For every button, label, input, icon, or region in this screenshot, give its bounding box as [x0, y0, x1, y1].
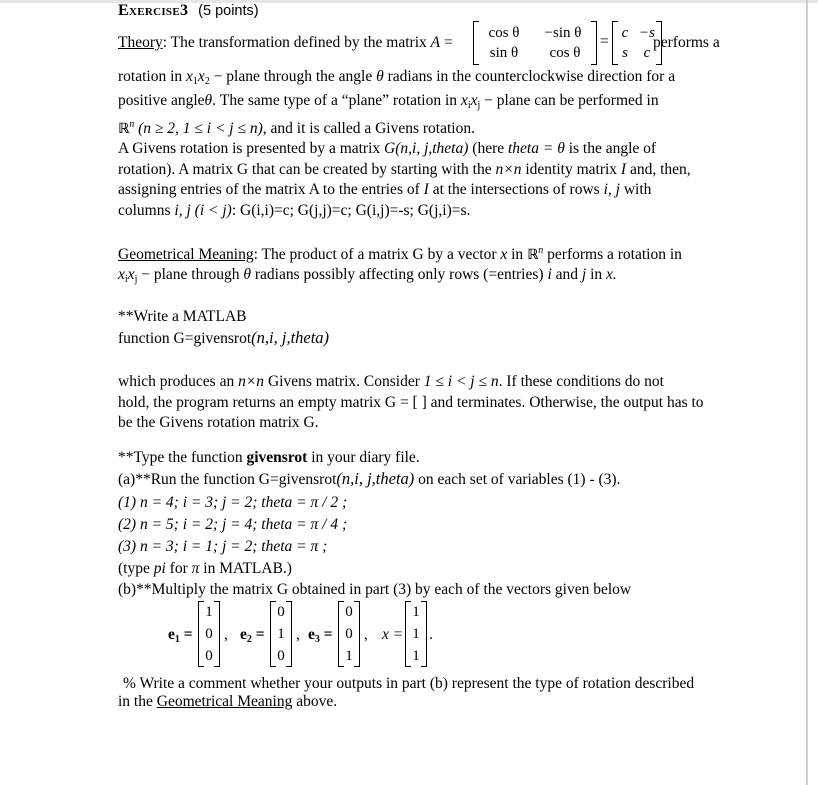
matrix-name: A: [430, 34, 441, 51]
vector-e1: 1 0 0: [198, 601, 220, 667]
exercise-points: (5 points): [198, 3, 259, 19]
theory-line-1: Theory: The transformation defined by the matrix A =: [118, 34, 453, 51]
vector-e3: 0 0 1: [338, 601, 360, 667]
theory-line-7: assigning entries of the matrix A to the entries of I at the intersections of rows i, j with: [118, 181, 652, 198]
matlab-para-3: be the Givens rotation matrix G.: [118, 414, 319, 431]
matrix-cell: −s: [639, 25, 655, 41]
matrix-cell: cos θ: [488, 25, 520, 41]
vector-label-e3: $e_3$ =: [308, 626, 333, 645]
equals-sign: =: [600, 33, 609, 50]
theory-line-8: columns i, j (i < j): G(i,i)=c; G(j,j)=c; G(i,j)=-s; G(j,i)=s.: [118, 202, 471, 219]
geometric-label: Geometrical Meaning: [118, 246, 254, 263]
variable-set-1: (1) n = 4; i = 3; j = 2; theta = π / 2 ;: [118, 494, 348, 511]
geometric-line-1: Geometrical Meaning: The product of a matrix G by a vector x in ℝ$^n$ performs a rotation in: [118, 245, 682, 263]
theory-line-6: rotation). A matrix G that can be created by starting with the n×n identity matrix I and, then,: [118, 161, 691, 178]
comment-line-1: % Write a comment whether your outputs in part (b) represent the type of rotation described: [123, 675, 695, 692]
comment-line-2: in the Geometrical Meaning above.: [118, 693, 338, 710]
theory-line-4: ℝ$^n$ (n ≥ 2, 1 ≤ i < j ≤ n), and it is called a Givens rotation.: [118, 119, 475, 137]
page-right-edge: [806, 0, 808, 785]
matrix-cell: c: [643, 45, 651, 61]
exercise-title: Exercise3: [118, 2, 189, 19]
matrix-cell: cos θ: [549, 45, 581, 61]
geometric-line-2: $x_ix_j$ − plane through θ radians possibly affecting only rows (=entries) i and j in x.: [118, 266, 617, 285]
theory-intro: : The transformation defined by the matrix: [162, 34, 427, 51]
separator: ,: [224, 626, 228, 643]
theory-line-3: positive angleθ. The same type of a “plane” rotation in $x_ix_j$ − plane can be performed in: [118, 92, 659, 111]
separator: .: [429, 626, 433, 643]
vector-e2: 0 1 0: [270, 601, 292, 667]
theory-line-5: A Givens rotation is presented by a matrix G(n,i, j,theta) (here theta = θ is the angle of: [118, 140, 657, 157]
variable-set-3: (3) n = 3; i = 1; j = 2; theta = π ;: [118, 538, 328, 555]
matrix-a-trig: [473, 21, 597, 65]
matrix-cell: −sin θ: [544, 25, 582, 41]
task-type-line: **Type the function givensrot in your diary file.: [118, 449, 420, 466]
matlab-heading: **Write a MATLAB: [118, 308, 247, 325]
vector-label-e2: $e_2$ =: [240, 626, 265, 645]
vector-label-e1: $e_1$ =: [168, 626, 193, 645]
matrix-cell: s: [622, 45, 628, 61]
matlab-pi-hint: (type pi for π in MATLAB.): [118, 560, 292, 577]
theory-tail: performs a: [653, 34, 720, 51]
matrix-cell: c: [621, 25, 629, 41]
task-a-line: (a)**Run the function G=givensrot(n,i, j,theta) on each set of variables (1) - (3).: [118, 469, 621, 488]
variable-set-2: (2) n = 5; i = 2; j = 4; theta = π / 4 ;: [118, 516, 348, 533]
theory-label: Theory: [118, 34, 163, 51]
exercise-heading: [118, 1, 259, 21]
separator: ,: [296, 626, 300, 643]
matlab-para-2: hold, the program returns an empty matrix G = [ ] and terminates. Otherwise, the output has to: [118, 394, 704, 411]
task-b-line: (b)**Multiply the matrix G obtained in part (3) by each of the vectors given below: [118, 581, 632, 598]
vector-label-x: x =: [382, 626, 404, 643]
matlab-signature: function G=givensrot(n,i, j,theta): [118, 328, 330, 347]
theory-line-2: rotation in $x_1x_2$ − plane through the angle θ radians in the counterclockwise direction for a: [118, 68, 676, 87]
vector-x: 1 1 1: [405, 601, 427, 667]
matlab-para-1: which produces an n×n Givens matrix. Consider 1 ≤ i < j ≤ n. If these conditions do not: [118, 373, 664, 390]
matrix-cell: sin θ: [489, 45, 519, 61]
separator: ,: [364, 626, 368, 643]
